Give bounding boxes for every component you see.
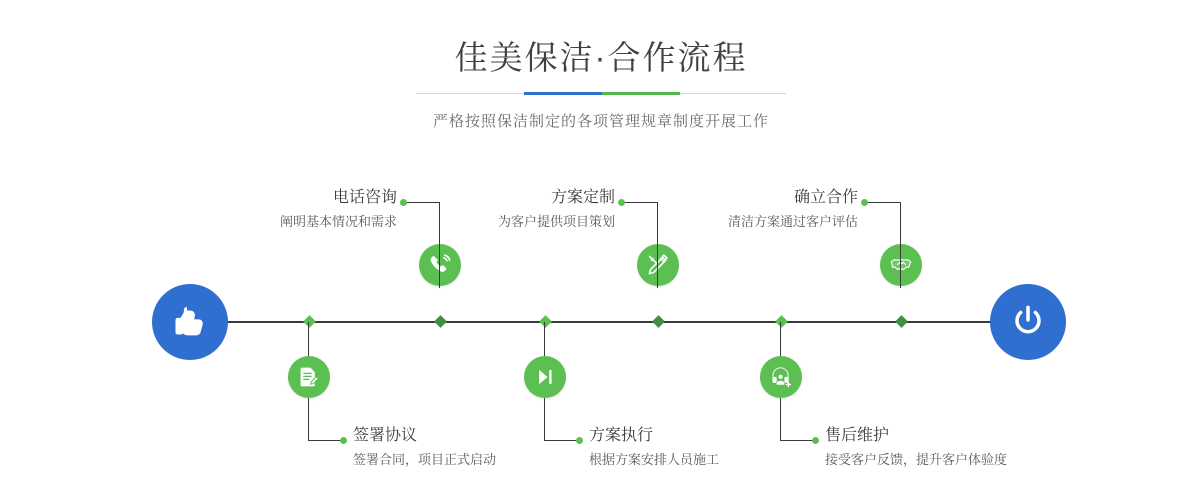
step-node-2[interactable] (288, 356, 330, 398)
axis-marker (539, 315, 552, 328)
step-title: 电话咨询 (332, 189, 397, 206)
step-desc: 接受客户反馈，提升客户体验度 (825, 452, 1008, 467)
connector-vertical (439, 244, 440, 288)
connector-vertical (780, 322, 781, 356)
thumbs-up-icon (170, 302, 210, 342)
header (0, 0, 1202, 131)
step-desc: 阐明基本情况和需求 (279, 214, 397, 229)
step-label-3 (462, 188, 615, 232)
step-label-1 (253, 188, 397, 232)
step-label-2 (353, 426, 496, 470)
connector-dot (618, 199, 625, 206)
page-subtitle: 严格按照保洁制定的各项管理规章制度开展工作 (432, 113, 769, 130)
connector-dot (861, 199, 868, 206)
step-title: 方案执行 (589, 427, 654, 444)
connector-dot (400, 199, 407, 206)
axis-marker (775, 315, 788, 328)
connector-vertical (657, 202, 658, 244)
step-desc: 为客户提供项目策划 (497, 214, 615, 229)
connector-horizontal (308, 440, 344, 441)
step-label-6 (825, 426, 1007, 470)
phone-icon (428, 253, 452, 277)
connector-vertical (308, 322, 309, 356)
power-icon (1008, 302, 1048, 342)
step-desc: 根据方案安排人员施工 (589, 452, 720, 467)
axis-marker (303, 315, 316, 328)
play-forward-icon (534, 366, 556, 388)
step-node-3[interactable] (637, 244, 679, 286)
step-title: 签署协议 (353, 427, 418, 444)
axis-marker (895, 315, 908, 328)
timeline-end-endpoint (990, 284, 1066, 360)
step-label-5 (705, 188, 858, 232)
connector-horizontal (780, 440, 816, 441)
step-node-4[interactable] (524, 356, 566, 398)
connector-vertical (900, 202, 901, 244)
handshake-icon (889, 253, 913, 277)
document-edit-icon (297, 365, 321, 389)
connector-dot (812, 437, 819, 444)
step-title: 确立合作 (793, 189, 858, 206)
step-node-1[interactable] (419, 244, 461, 286)
step-desc: 清洁方案通过客户评估 (727, 214, 858, 229)
connector-dot (340, 437, 347, 444)
connector-dot (576, 437, 583, 444)
axis-marker (434, 315, 447, 328)
divider-accent-blue (524, 92, 602, 95)
connector-vertical (544, 398, 545, 440)
step-node-5[interactable] (880, 244, 922, 286)
axis-marker (652, 315, 665, 328)
connector-horizontal (622, 202, 658, 203)
connector-vertical (544, 322, 545, 356)
step-title: 方案定制 (550, 189, 615, 206)
step-title: 售后维护 (825, 427, 890, 444)
pen-ruler-icon (646, 253, 670, 277)
step-label-4 (589, 426, 719, 470)
headset-support-icon (770, 366, 793, 389)
timeline-axis (154, 321, 1048, 323)
page-title: 佳美保洁·合作流程 (454, 39, 748, 76)
connector-horizontal (544, 440, 580, 441)
title-divider (416, 92, 786, 95)
divider-accent-green (602, 92, 680, 95)
connector-vertical (900, 244, 901, 288)
timeline-start-endpoint (152, 284, 228, 360)
connector-vertical (308, 398, 309, 440)
connector-vertical (780, 398, 781, 440)
connector-vertical (439, 202, 440, 244)
connector-horizontal (865, 202, 901, 203)
step-node-6[interactable] (760, 356, 802, 398)
step-desc: 签署合同，项目正式启动 (353, 452, 497, 467)
connector-vertical (657, 244, 658, 288)
connector-horizontal (404, 202, 440, 203)
